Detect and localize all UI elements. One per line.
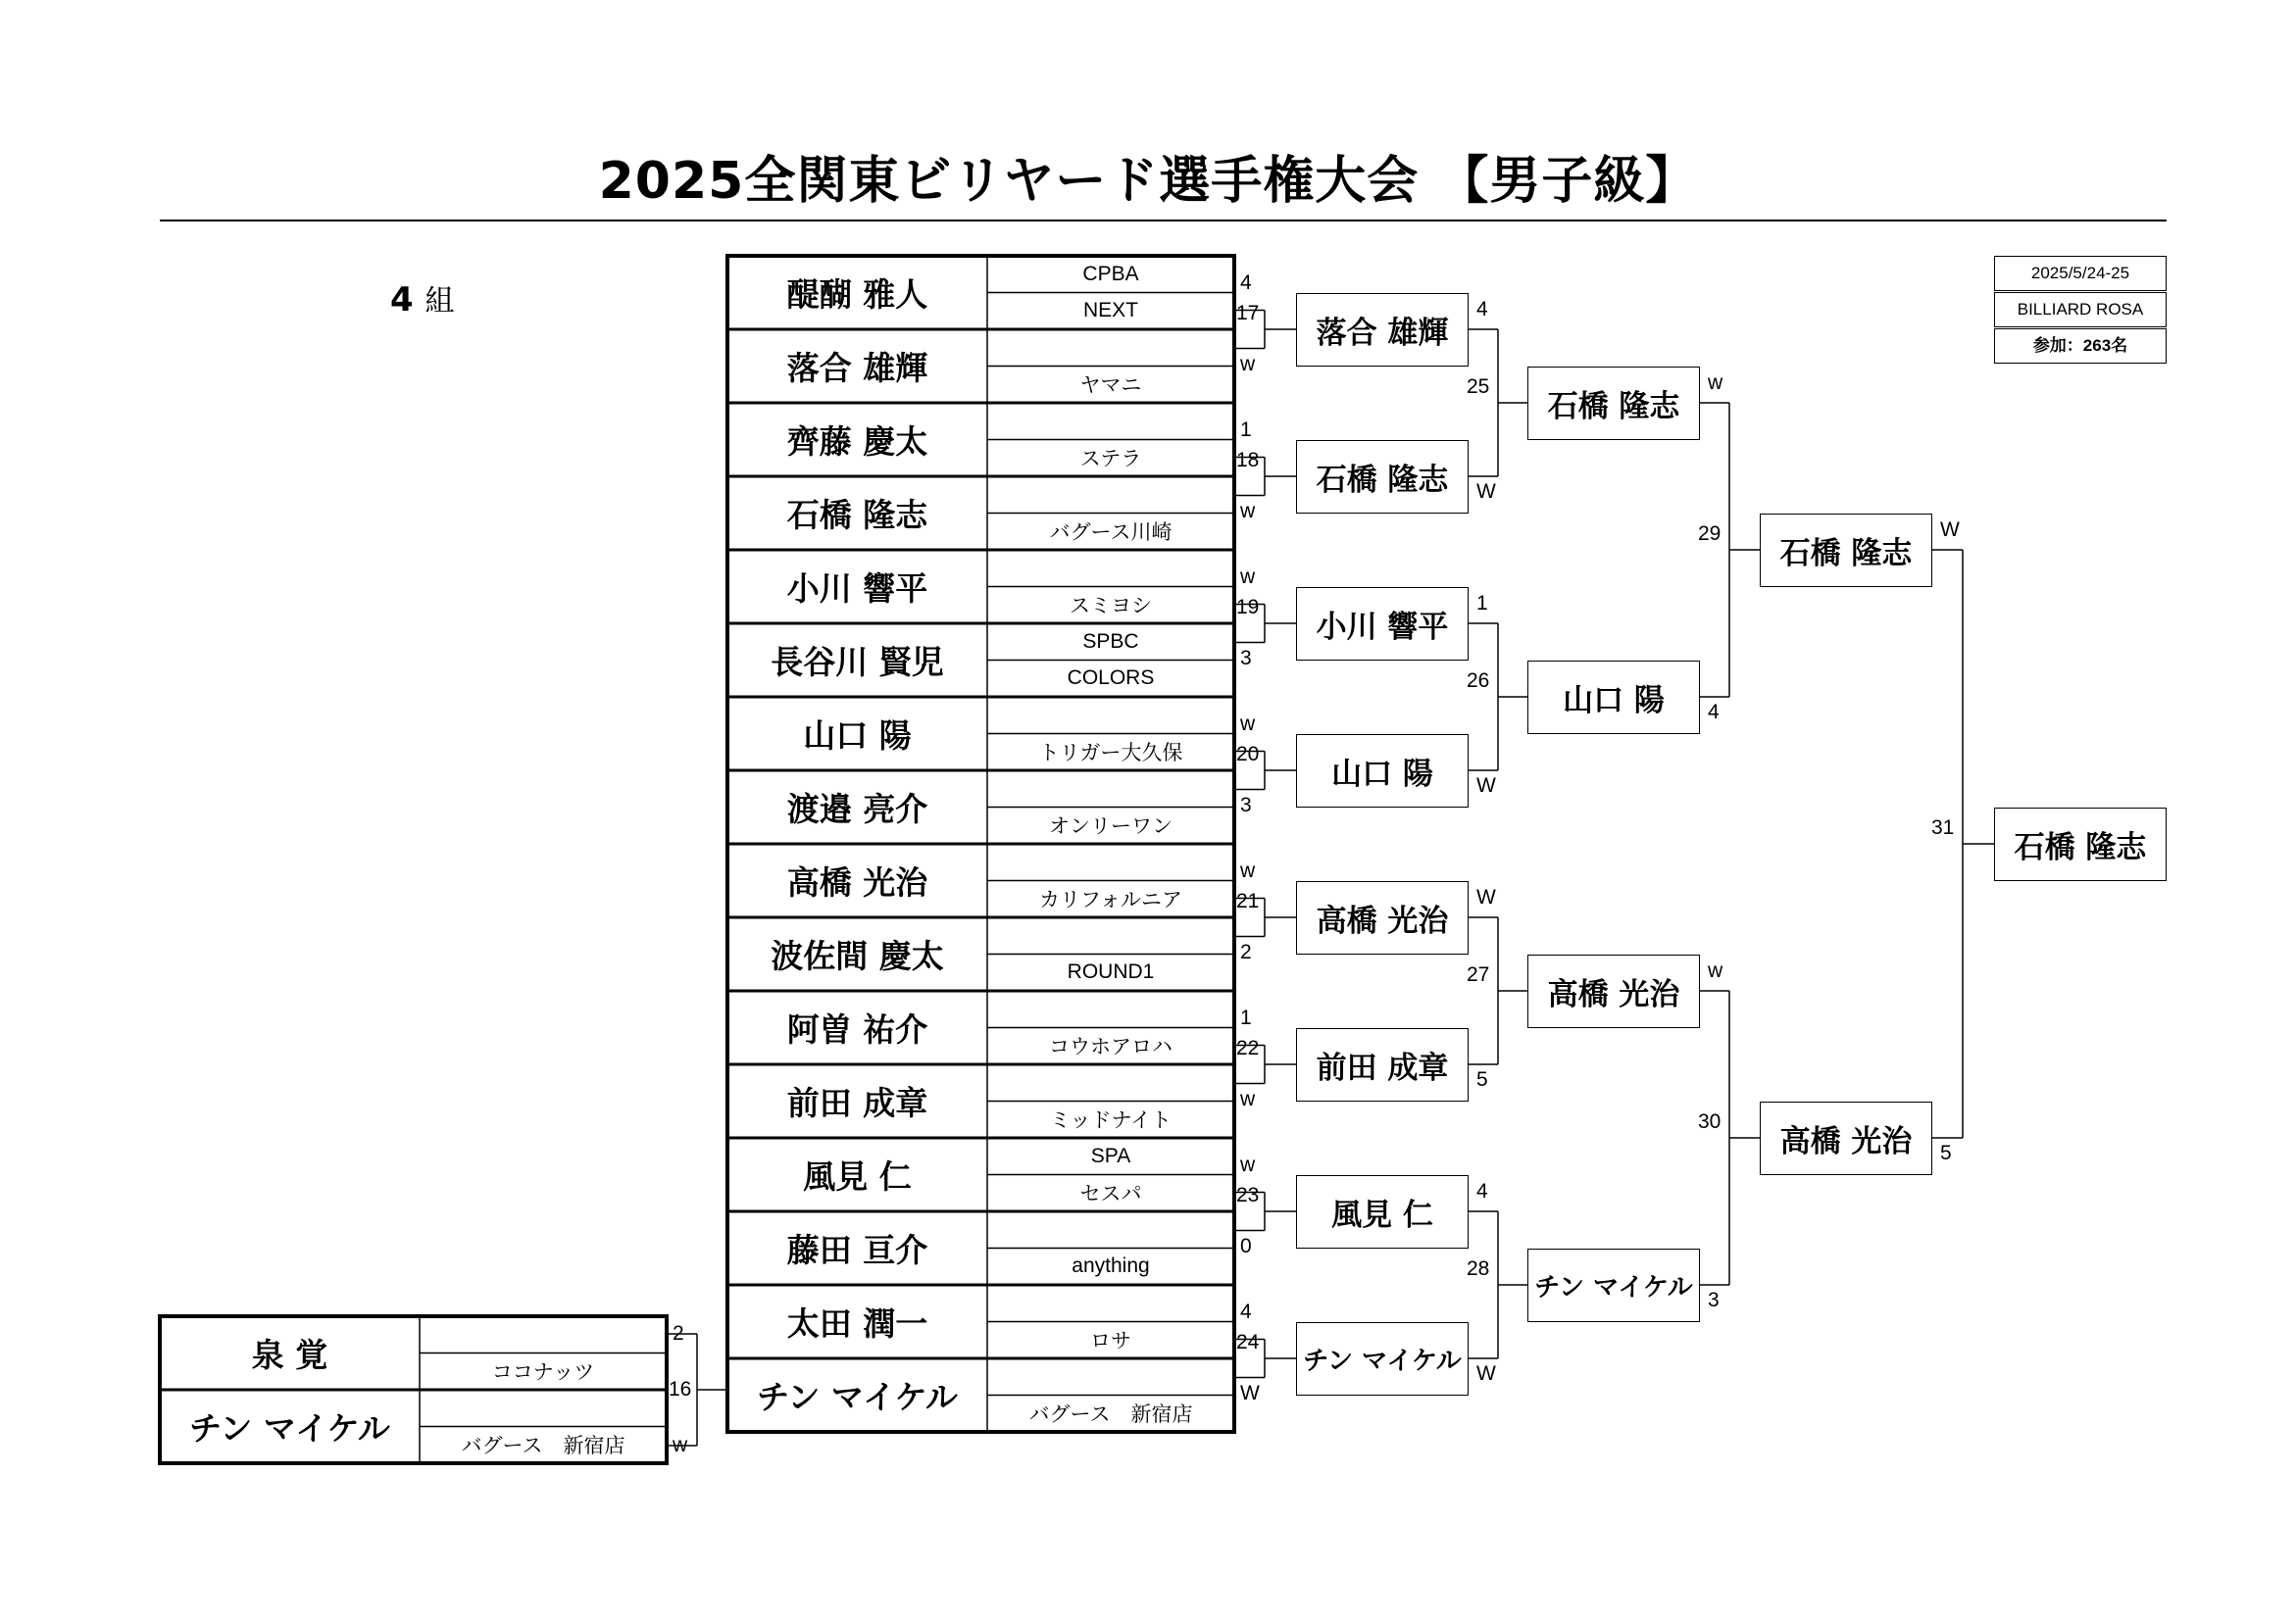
player-name: 長谷川 賢児 xyxy=(771,643,944,681)
r2-player-box: 風見 仁 xyxy=(1296,1175,1469,1249)
r2-score: 1 xyxy=(1476,592,1488,615)
r3-score: w xyxy=(1708,959,1723,982)
r1-score: w xyxy=(1240,352,1256,375)
r3-match-number: 29 xyxy=(1698,522,1722,545)
r2-score: 4 xyxy=(1476,1180,1488,1203)
r2-score: 4 xyxy=(1476,298,1488,320)
r1-match-number: 22 xyxy=(1236,1037,1260,1059)
r1-score: 2 xyxy=(1240,940,1252,963)
r3-player-box: 石橋 隆志 xyxy=(1527,367,1700,440)
r3-match-number: 30 xyxy=(1698,1110,1722,1133)
player-name: 渡邉 亮介 xyxy=(786,790,928,828)
player-club-secondary: CPBA xyxy=(1082,262,1139,285)
player-club: オンリーワン xyxy=(1049,815,1173,839)
r1-match-number: 20 xyxy=(1236,743,1260,765)
qualifier-score: 2 xyxy=(673,1322,684,1345)
player-club: ロサ xyxy=(1090,1330,1131,1353)
r1-score: w xyxy=(1240,1087,1256,1110)
info-participants: 参加：263名 xyxy=(1994,328,2167,364)
r2-score: W xyxy=(1476,480,1496,503)
r1-score: 4 xyxy=(1240,1300,1252,1323)
r2-player-box: 山口 陽 xyxy=(1296,734,1469,808)
r1-score: 1 xyxy=(1240,418,1252,441)
r1-score: 3 xyxy=(1240,793,1252,816)
qualifier-player-name: 泉 覚 xyxy=(251,1336,328,1374)
player-name: 太田 潤一 xyxy=(786,1304,928,1343)
player-club: anything xyxy=(1072,1254,1150,1278)
player-club: ROUND1 xyxy=(1067,960,1155,984)
winner-box: 石橋 隆志 xyxy=(1994,808,2167,881)
player-club: スミヨシ xyxy=(1070,595,1152,618)
qualifier-score: w xyxy=(673,1434,688,1456)
r2-match-number: 27 xyxy=(1467,963,1490,986)
r1-match-number: 19 xyxy=(1236,596,1260,618)
player-club: NEXT xyxy=(1082,299,1138,322)
r1-match-number: 18 xyxy=(1236,449,1260,471)
r1-score: 0 xyxy=(1240,1234,1252,1257)
page-title: 2025全関東ビリヤード選手権大会 【男子級】 xyxy=(598,152,1698,211)
r4-score: W xyxy=(1940,518,1960,541)
r3-player-box: チン マイケル xyxy=(1527,1249,1700,1322)
player-club: コウホアロハ xyxy=(1049,1036,1173,1059)
r1-score: 1 xyxy=(1240,1006,1252,1029)
r4-player-box: 石橋 隆志 xyxy=(1760,514,1932,587)
info-date: 2025/5/24-25 xyxy=(1994,256,2167,291)
r1-match-number: 21 xyxy=(1236,890,1260,912)
r1-match-number: 17 xyxy=(1236,302,1260,324)
qualifier-player-club: バグース 新宿店 xyxy=(461,1435,625,1458)
player-club: トリガー大久保 xyxy=(1038,742,1183,765)
r1-match-number: 24 xyxy=(1236,1331,1260,1353)
r2-player-box: 高橋 光治 xyxy=(1296,881,1469,955)
player-name: 阿曽 祐介 xyxy=(786,1010,928,1049)
player-name: 波佐間 慶太 xyxy=(771,937,944,975)
player-club-secondary: SPBC xyxy=(1082,629,1139,653)
r2-player-box: 前田 成章 xyxy=(1296,1028,1469,1102)
r2-match-number: 28 xyxy=(1467,1257,1490,1280)
player-name: 醍醐 雅人 xyxy=(786,275,928,314)
player-name: 齊藤 慶太 xyxy=(786,422,928,461)
r1-score: w xyxy=(1240,1153,1256,1176)
player-name: 前田 成章 xyxy=(786,1084,928,1122)
r3-score: w xyxy=(1708,371,1723,394)
player-club: バグース川崎 xyxy=(1049,521,1173,545)
player-name: 高橋 光治 xyxy=(786,863,928,902)
r2-player-box: チン マイケル xyxy=(1296,1322,1469,1396)
info-venue: BILLIARD ROSA xyxy=(1994,292,2167,327)
r2-score: 5 xyxy=(1476,1068,1488,1091)
r2-player-box: 小川 響平 xyxy=(1296,587,1469,661)
r1-score: 3 xyxy=(1240,646,1252,669)
player-name: 落合 雄輝 xyxy=(786,349,928,387)
player-club: カリフォルニア xyxy=(1039,889,1182,912)
r1-score: w xyxy=(1240,499,1256,522)
r3-score: 3 xyxy=(1708,1289,1720,1311)
group-number: 4 xyxy=(390,280,414,320)
r2-score: W xyxy=(1476,1362,1496,1385)
r2-score: W xyxy=(1476,886,1496,909)
r1-score: W xyxy=(1240,1381,1260,1404)
r3-player-box: 高橋 光治 xyxy=(1527,955,1700,1028)
qualifier-player-name: チン マイケル xyxy=(189,1409,390,1448)
player-club: バグース 新宿店 xyxy=(1028,1403,1193,1427)
player-name: 藤田 亘介 xyxy=(786,1231,928,1269)
player-name: 山口 陽 xyxy=(803,716,912,755)
player-club: ヤマニ xyxy=(1079,374,1142,398)
r3-player-box: 山口 陽 xyxy=(1527,661,1700,734)
player-name: チン マイケル xyxy=(757,1378,958,1416)
qualifier-player-club: ココナッツ xyxy=(491,1361,595,1385)
player-name: 小川 響平 xyxy=(786,569,928,608)
player-name: 風見 仁 xyxy=(803,1157,912,1196)
r2-score: W xyxy=(1476,774,1496,797)
player-club-secondary: SPA xyxy=(1090,1144,1131,1167)
r2-player-box: 石橋 隆志 xyxy=(1296,440,1469,514)
r2-player-box: 落合 雄輝 xyxy=(1296,293,1469,367)
group-suffix: 組 xyxy=(424,284,455,319)
player-name: 石橋 隆志 xyxy=(786,496,928,534)
r3-score: 4 xyxy=(1708,701,1720,723)
r2-match-number: 26 xyxy=(1467,669,1490,692)
r1-score: 4 xyxy=(1240,270,1252,294)
player-club: COLORS xyxy=(1067,666,1155,690)
qualifier-match-number: 16 xyxy=(669,1378,692,1401)
r2-match-number: 25 xyxy=(1467,375,1490,398)
r1-score: w xyxy=(1240,712,1256,735)
final-match-number: 31 xyxy=(1931,816,1955,839)
r1-match-number: 23 xyxy=(1236,1184,1260,1206)
r1-score: w xyxy=(1240,565,1256,588)
r1-score: w xyxy=(1240,859,1256,882)
r4-score: 5 xyxy=(1940,1142,1952,1164)
player-club: セスパ xyxy=(1079,1183,1142,1206)
r4-player-box: 高橋 光治 xyxy=(1760,1102,1932,1175)
player-club: ステラ xyxy=(1079,448,1142,471)
player-club: ミッドナイト xyxy=(1049,1109,1173,1133)
